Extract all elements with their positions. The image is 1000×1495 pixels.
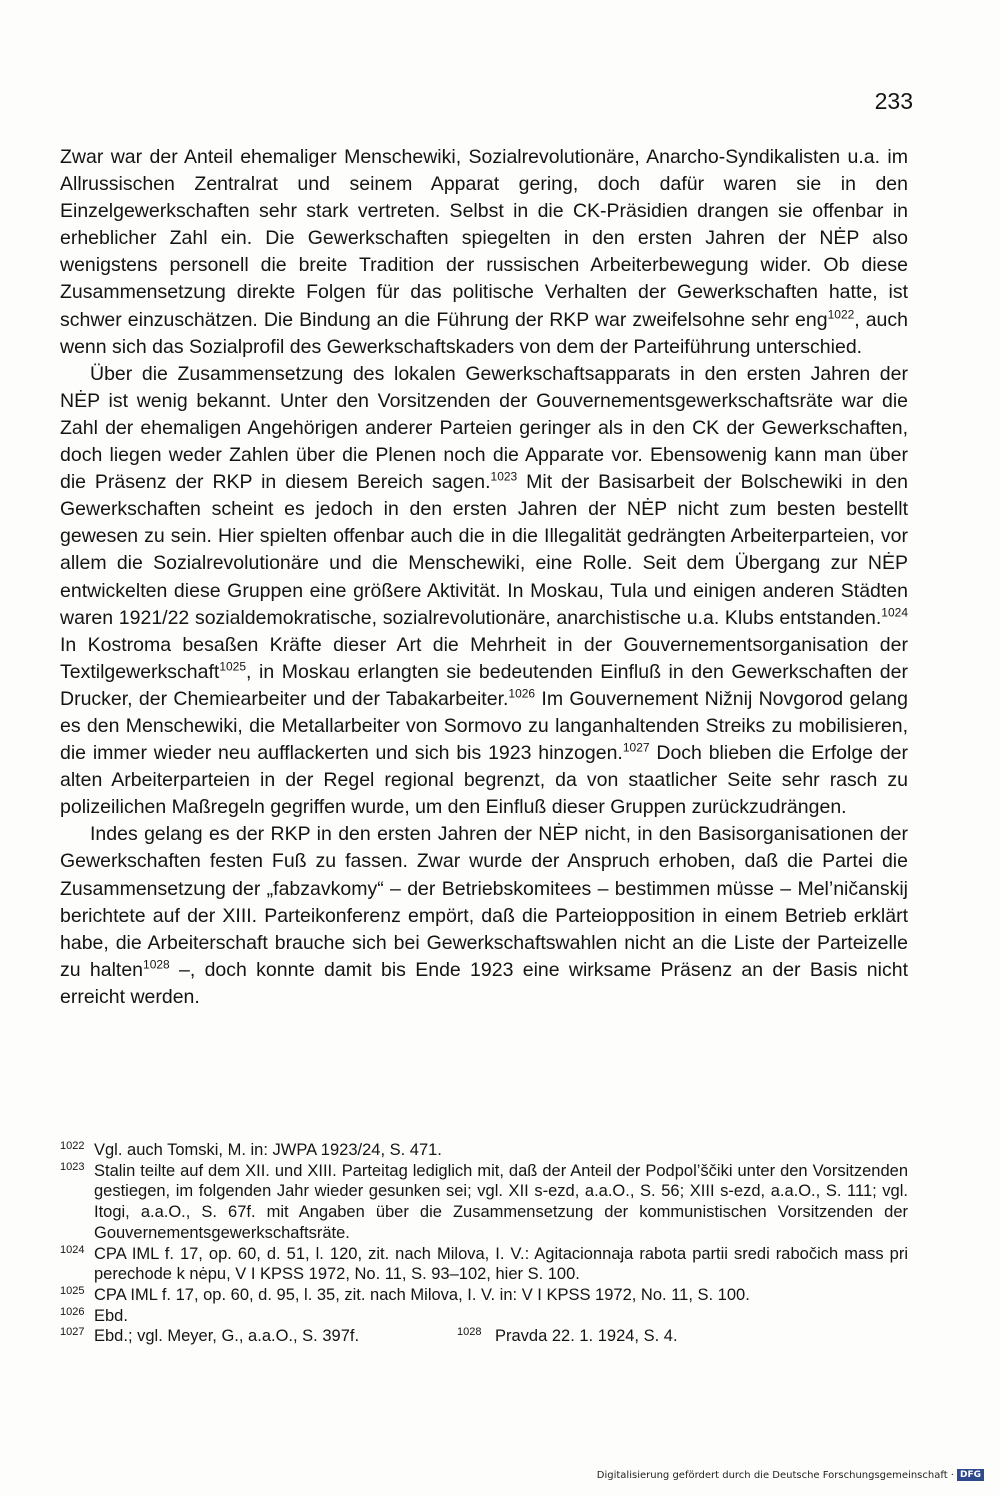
- text-run: In Kostroma besaßen Kräfte dieser Art die Mehrheit in der Gouvernementsorganisation der Textilgewerkschaft: [60, 633, 908, 683]
- text-run: Im Gouvernement Nižnij Novgorod gelang es den Menschewiki, die Metallarbeiter von Sormovo zu langanhaltenden Streiks zu mobilisieren, die immer wieder neu aufflackerten und sich bis 1923 hinzogen.: [60, 687, 908, 765]
- paragraph: [60, 361, 908, 822]
- footnote-text: Vgl. auch Tomski, M. in: JWPA 1923/24, S. 471.: [94, 1141, 442, 1159]
- footnote-text: CPA IML f. 17, op. 60, d. 95, l. 35, zit. nach Milova, I. V. in: V I KPSS 1972, No. 11, S. 100.: [94, 1285, 750, 1304]
- text-run: Zwar war der Anteil ehemaliger Menschewiki, Sozialrevolutionäre, Anarcho-Syndikalisten u.a. im Allrussischen Zentralrat und seinem Apparat gering, doch dafür waren sie in den Einzelgewerkschaften sehr stark vertreten. Selbst in die CK-Präsidien drangen sie offenbar in erheblicher Zahl ein. Die Gewerkschaften spiegelten in den ersten Jahren der NĖP also wenigstens personell die breite Tradition der russischen Arbeiterbewegung wider. Ob diese Zusammensetzung direkte Folgen für das politische Verhalten der Gewerkschaften hatte, ist schwer einzuschätzen. Die Bindung an die Führung der RKP war zweifelsohne sehr eng: [60, 146, 908, 331]
- text-run: Mit der Basisarbeit der Bolschewiki in den Gewerkschaften scheint es jedoch in den ersten Jahren der NĖP nicht zum besten bestellt gewesen zu sein. Hier spielten offenbar auch die in die Illegalität gedrängten Arbeiterparteien, vor allem die Sozialrevolutionäre und die Menschewiki, eine Rolle. Seit dem Übergang zur NĖP entwickelten diese Gruppen eine größere Aktivität. In Moskau, Tula und einigen anderen Städten waren 1921/22 sozialdemokratische, sozialrevolutionäre, anarchistische u.a. Klubs entstanden.: [60, 471, 908, 629]
- footnote: [457, 1326, 678, 1347]
- footnote-number: 1026: [60, 1305, 85, 1318]
- page-number: 233: [874, 88, 913, 114]
- digitization-credit: [597, 1469, 984, 1481]
- footnote-reference: 1026: [508, 686, 536, 701]
- paragraph: [60, 144, 908, 361]
- footnote-text: CPA IML f. 17, op. 60, d. 51, l. 120, zit. nach Milova, I. V.: Agitacionnaja rabota partii sredi rabočich mass pri perechode k nėpu, V I KPSS 1972, No. 11, S. 93–102, hier S. 100.: [94, 1244, 908, 1284]
- footnote-reference: 1022: [827, 307, 855, 322]
- dfg-logo: DFG: [957, 1469, 984, 1481]
- footnote-text: Ebd.: [94, 1306, 128, 1325]
- text-run: , in Moskau erlangten sie bedeutenden Einfluß in den Gewerkschaften der Drucker, der Chemiearbeiter und der Tabakarbeiter.: [60, 660, 908, 710]
- footnote-reference: 1025: [219, 659, 247, 674]
- footnote-number: 1024: [60, 1243, 85, 1256]
- text-run: Indes gelang es der RKP in den ersten Jahren der NĖP nicht, in den Basisorganisationen der Gewerkschaften festen Fuß zu fassen. Zwar wurde der Anspruch erhoben, daß die Partei die Zusammensetzung der „fabzavkomy“ – der Betriebskomitees – bestimmen müsse – Mel’ničanskij berichtete auf der XIII. Parteikonferenz empört, daß die Parteiopposition in einem Betrieb erklärt habe, die Arbeiterschaft brauche sich bei Gewerkschaftswahlen nicht an die Liste der Parteizelle zu halten: [60, 823, 908, 981]
- paragraph: [60, 821, 908, 1011]
- footnote-pair: [60, 1326, 908, 1347]
- footnote-text: Ebd.; vgl. Meyer, G., a.a.O., S. 397f.: [94, 1327, 360, 1346]
- footnote-reference: 1027: [622, 740, 650, 755]
- footnotes: [60, 1140, 908, 1347]
- footnote-reference: 1023: [490, 469, 518, 484]
- footnote: [60, 1244, 908, 1285]
- body-text: [60, 144, 908, 1011]
- footnote: [60, 1326, 457, 1347]
- text-run: , auch wenn sich das Sozialprofil des Gewerkschaftskaders von dem der Parteiführung unterschied.: [60, 308, 909, 358]
- footnote: [60, 1306, 908, 1327]
- footnote-number: 1025: [60, 1284, 85, 1297]
- footnote: [60, 1285, 908, 1306]
- footnote-reference: 1028: [143, 957, 170, 972]
- footnote-text: Pravda 22. 1. 1924, S. 4.: [495, 1327, 678, 1346]
- footnote: [60, 1140, 908, 1161]
- text-run: –, doch konnte damit bis Ende 1923 eine wirksame Präsenz an der Basis nicht erreicht werden.: [60, 958, 908, 1008]
- credit-text: Digitalisierung gefördert durch die Deutsche Forschungsgemeinschaft ·: [596, 1469, 954, 1481]
- footnote: [60, 1161, 908, 1244]
- footnote-text: Stalin teilte auf dem XII. und XIII. Parteitag lediglich mit, daß der Anteil der Podpol’ščiki unter den Vorsitzenden gestiegen, im folgenden Jahr wieder gesunken sei; vgl. XII s-ezd, a.a.O., S. 56; XIII s-ezd, a.a.O., S. 111; vgl. Itogi, a.a.O., S. 67f. mit Angaben über die Zusammensetzung der kommunistischen Vorsitzenden der Gouvernementsgewerkschaftsräte.: [94, 1161, 908, 1242]
- footnote-number: 1028: [457, 1326, 482, 1339]
- footnote-number: 1022: [60, 1140, 85, 1152]
- text-run: Über die Zusammensetzung des lokalen Gewerkschaftsapparats in den ersten Jahren der NĖP ist wenig bekannt. Unter den Vorsitzenden der Gouvernementsgewerkschaftsräte war die Zahl der ehemaligen Angehörigen anderer Parteien geringer als in den CK der Gewerkschaften, doch liegen weder Zahlen über die Plenen noch die Apparate vor. Ebensowenig kann man über die Präsenz der RKP in diesem Bereich sagen.: [60, 362, 908, 494]
- text-run: Doch blieben die Erfolge der alten Arbeiterparteien in der Regel regional begrenzt, da von staatlicher Seite sehr rasch zu polizeilichen Maßregeln gegriffen wurde, um den Einfluß dieser Gruppen zurückzudrängen.: [60, 742, 908, 819]
- footnote-number: 1023: [60, 1160, 85, 1173]
- footnote-number: 1027: [60, 1326, 85, 1339]
- footnote-reference: 1024: [881, 605, 908, 620]
